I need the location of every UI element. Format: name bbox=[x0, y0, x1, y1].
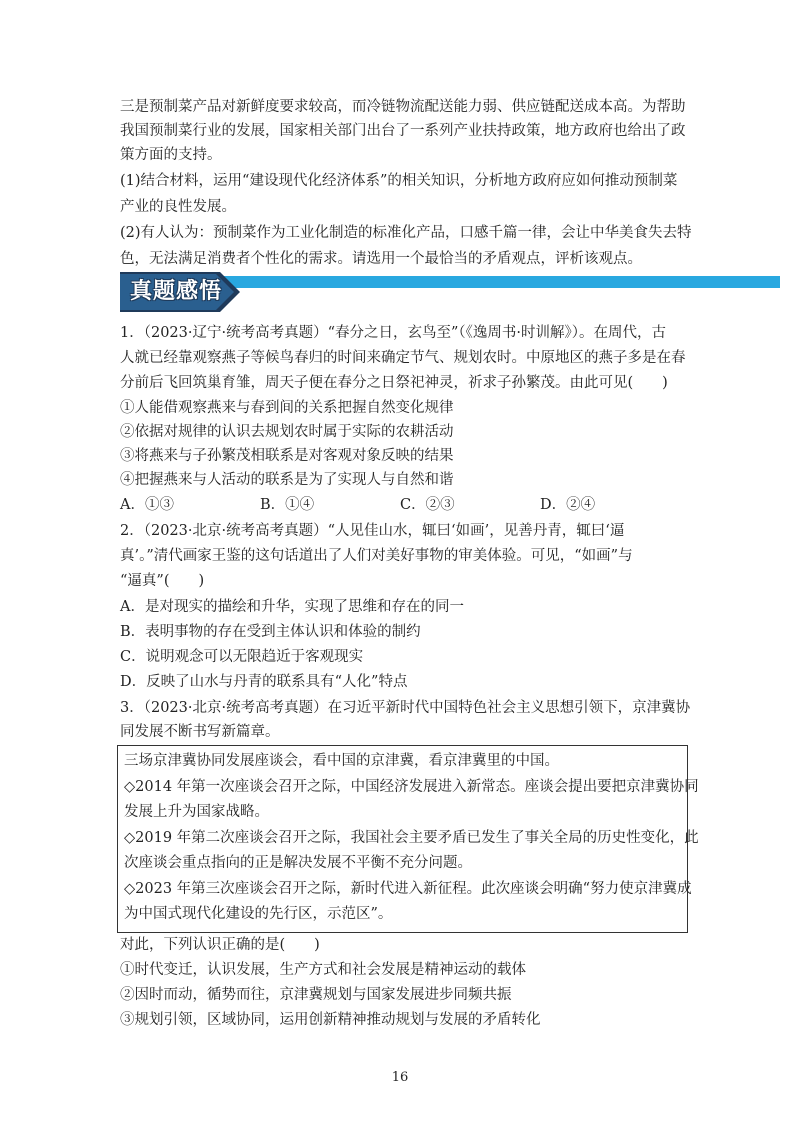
page-number: 16 bbox=[391, 1070, 409, 1085]
q3-prompt: 对此，下列认识正确的是( ) bbox=[120, 937, 320, 953]
intro-question-2-cont: 色，无法满足消费者个性化的需求。请选用一个最恰当的矛盾观点，评析该观点。 bbox=[120, 251, 642, 267]
intro-line: 我国预制菜行业的发展，国家相关部门出台了一系列产业扶持政策，地方政府也给出了政 bbox=[120, 123, 686, 139]
q1-statement: ①人能借观察燕来与春到间的关系把握自然变化规律 bbox=[120, 400, 454, 416]
q1-option-d: D．②④ bbox=[540, 497, 596, 513]
q2-option-c: C．说明观念可以无限趋近于客观现实 bbox=[120, 649, 364, 665]
section-title: 真题感悟 bbox=[130, 279, 223, 304]
q3-box-line: ◇2019 年第二次座谈会召开之际，我国社会主要矛盾已发生了事关全局的历史性变化，此 bbox=[124, 830, 699, 846]
q1-option-c: C．②③ bbox=[400, 497, 455, 513]
q2-line: 真’。”清代画家王鉴的这句话道出了人们对美好事物的审美体验。可见，“如画”与 bbox=[120, 548, 633, 564]
q1-statement: ④把握燕来与人活动的联系是为了实现人与自然和谐 bbox=[120, 472, 454, 488]
q2-option-d: D．反映了山水与丹青的联系具有“人化”特点 bbox=[120, 674, 408, 690]
q3-box-line: 次座谈会重点指向的正是解决发展不平衡不充分问题。 bbox=[124, 855, 472, 871]
q2-option-a: A．是对现实的描绘和升华，实现了思维和存在的同一 bbox=[120, 599, 464, 615]
q3-statement: ①时代变迁，认识发展，生产方式和社会发展是精神运动的载体 bbox=[120, 962, 526, 978]
q2-option-b: B．表明事物的存在受到主体认识和体验的制约 bbox=[120, 624, 421, 640]
q2-line: “逼真”( ) bbox=[120, 573, 205, 589]
q3-box-line: 为中国式现代化建设的先行区，示范区”。 bbox=[124, 906, 393, 922]
q3-box-line: ◇2014 年第一次座谈会召开之际，中国经济发展进入新常态。座谈会提出要把京津冀协同 bbox=[124, 779, 699, 795]
q2-line: 2．（2023·北京·统考高考真题）“人见佳山水，辄曰‘如画’，见善丹青，辄曰‘逼 bbox=[120, 523, 625, 539]
q3-box-line: ◇2023 年第三次座谈会召开之际，新时代进入新征程。此次座谈会明确“努力使京津冀成 bbox=[124, 881, 692, 897]
q1-statement: ②依据对规律的认识去规划农时属于实际的农耕活动 bbox=[120, 424, 454, 440]
intro-question-1: (1)结合材料，运用“建设现代化经济体系”的相关知识，分析地方政府应如何推动预制菜 bbox=[120, 173, 678, 189]
intro-question-1-cont: 产业的良性发展。 bbox=[120, 199, 236, 215]
q3-box-line: 发展上升为国家战略。 bbox=[124, 804, 269, 820]
q1-line: 人就已经靠观察燕子等候鸟春归的时间来确定节气、规划农时。中原地区的燕子多是在春 bbox=[120, 350, 686, 366]
q3-statement: ③规划引领，区域协同，运用创新精神推动规划与发展的矛盾转化 bbox=[120, 1012, 541, 1028]
q3-statement: ②因时而动，循势而往，京津冀规划与国家发展进步同频共振 bbox=[120, 987, 512, 1003]
q1-option-a: A．①③ bbox=[120, 497, 174, 513]
q1-line: 1．（2023·辽宁·统考高考真题）“春分之日，玄鸟至”（《逸周书·时训解》）。在周代，古 bbox=[120, 325, 667, 341]
q1-option-b: B．①④ bbox=[260, 497, 315, 513]
q1-line: 分前后飞回筑巢育雏，周天子便在春分之日祭祀神灵，祈求子孙繁茂。由此可见( ) bbox=[120, 375, 668, 391]
intro-line: 三是预制菜产品对新鲜度要求较高，而冷链物流配送能力弱、供应链配送成本高。为帮助 bbox=[120, 99, 686, 115]
q3-line: 3．（2023·北京·统考高考真题）在习近平新时代中国特色社会主义思想引领下，京津冀协 bbox=[120, 700, 691, 716]
q3-line: 同发展不断书写新篇章。 bbox=[120, 724, 280, 740]
intro-question-2: (2)有人认为：预制菜作为工业化制造的标准化产品，口感千篇一律，会让中华美食失去特 bbox=[120, 225, 692, 241]
intro-line: 策方面的支持。 bbox=[120, 147, 222, 163]
q1-statement: ③将燕来与子孙繁茂相联系是对客观对象反映的结果 bbox=[120, 448, 454, 464]
q3-box-line: 三场京津冀协同发展座谈会，看中国的京津冀，看京津冀里的中国。 bbox=[124, 753, 559, 769]
section-banner bbox=[120, 272, 780, 312]
